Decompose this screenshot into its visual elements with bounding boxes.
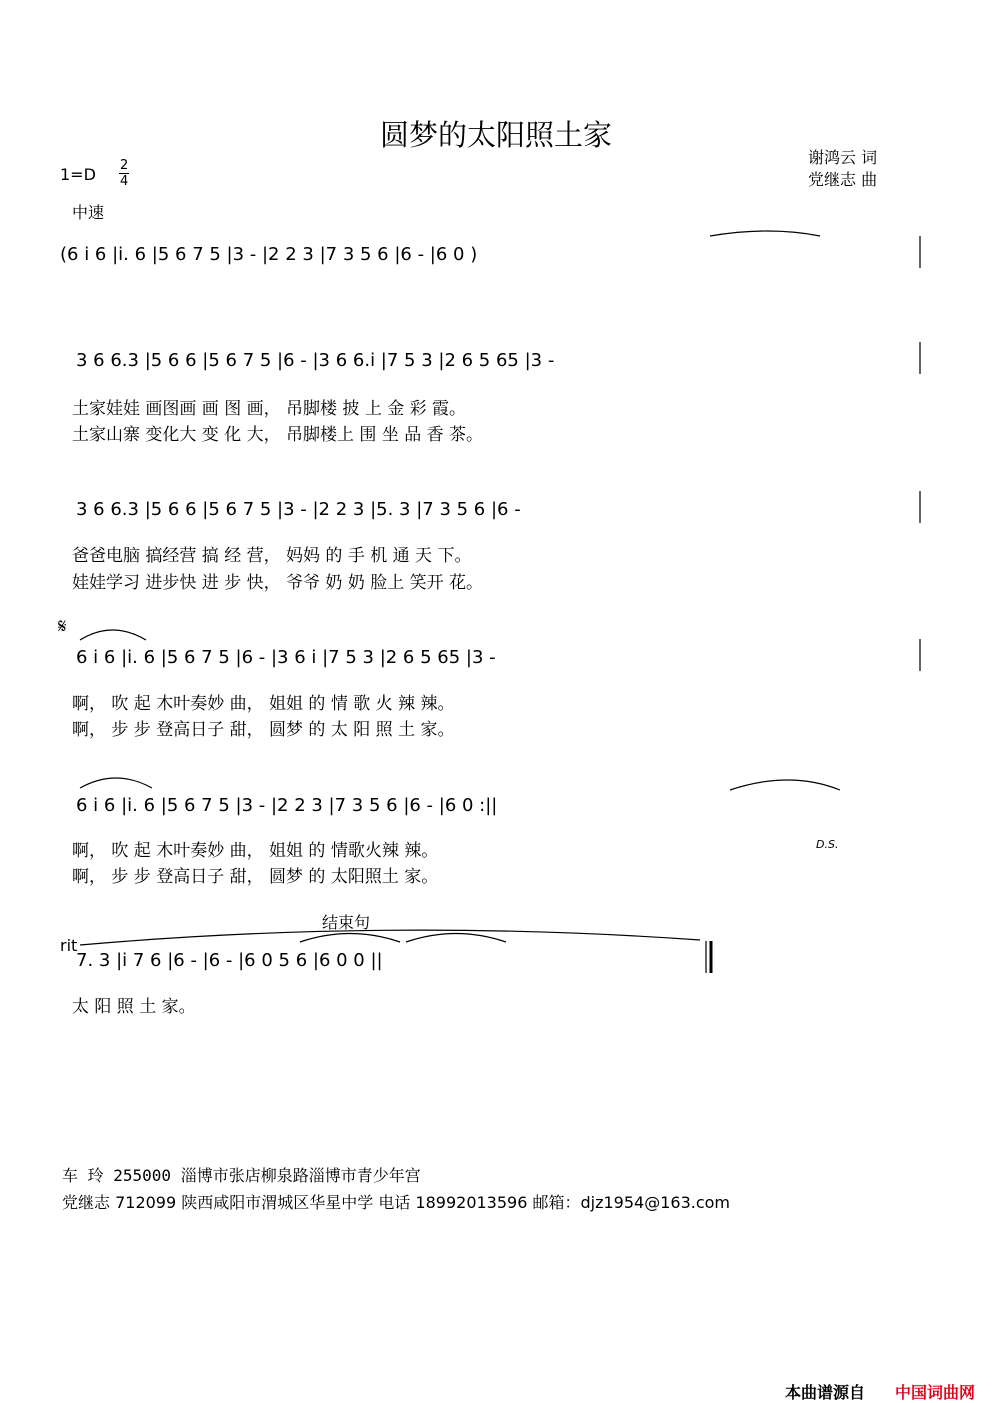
footer-contact-1: 车 玲 255000 淄博市张店柳泉路淄博市青少年宫: [62, 1166, 421, 1185]
score-row-5: 6 i 6 |i. 6 |5 6 7 5 |3 - |2 2 3 |7 3 5 6 |6 - |6 0 :||: [76, 795, 498, 816]
lyric-row-3-verse-2: 娃娃学习 进步快 进 步 快， 爷爷 奶 奶 脸上 笑开 花。: [72, 573, 484, 593]
tempo-marking: 中速: [72, 203, 105, 222]
da-segno-mark: D.S.: [816, 838, 839, 851]
ritardando-mark: rit: [60, 936, 78, 955]
time-sig-top: 2: [120, 158, 129, 173]
lyric-row-6: 太 阳 照 土 家。: [72, 997, 196, 1017]
lyric-row-4-verse-2: 啊， 步 步 登高日子 甜， 圆梦 的 太 阳 照 土 家。: [72, 720, 455, 740]
lyric-row-2-verse-1: 土家娃娃 画图画 画 图 画， 吊脚楼 披 上 金 彩 霞。: [72, 399, 467, 419]
footer-contact-2: 党继志 712099 陕西咸阳市渭城区华星中学 电话 18992013596 邮箱：djz1954@163.com: [62, 1193, 731, 1212]
brand-link[interactable]: 中国词曲网: [895, 1383, 976, 1402]
ending-label: 结束句: [322, 913, 371, 932]
score-row-6: 7. 3 |i 7 6 |6 - |6 - |6 0 5 6 |6 0 0 ||: [76, 950, 383, 971]
page-title: 圆梦的太阳照土家: [379, 118, 612, 152]
score-row-2: 3 6 6.3 |5 6 6 |5 6 7 5 |6 - |3 6 6.i |7 5 3 |2 6 5 65 |3 -: [76, 350, 555, 371]
lyric-row-3-verse-1: 爸爸电脑 搞经营 搞 经 营， 妈妈 的 手 机 通 天 下。: [72, 546, 472, 566]
score-row-4: 6 i 6 |i. 6 |5 6 7 5 |6 - |3 6 i |7 5 3 |2 6 5 65 |3 -: [76, 647, 496, 668]
composer: 党继志 曲: [808, 170, 878, 189]
lyric-row-2-verse-2: 土家山寨 变化大 变 化 大， 吊脚楼上 围 坐 品 香 茶。: [72, 425, 484, 445]
segno-sign: 𝄋: [58, 614, 67, 638]
lyric-row-4-verse-1: 啊， 吹 起 木叶奏妙 曲， 姐姐 的 情 歌 火 辣 辣。: [72, 694, 455, 714]
source-label: 本曲谱源自: [785, 1383, 866, 1402]
lyric-row-5-verse-1: 啊， 吹 起 木叶奏妙 曲， 姐姐 的 情歌火辣 辣。: [72, 841, 439, 861]
key-signature: 1=D: [60, 165, 96, 184]
lyricist: 谢鸿云 词: [808, 148, 878, 167]
time-sig-bottom: 4: [120, 174, 129, 189]
score-row-3: 3 6 6.3 |5 6 6 |5 6 7 5 |3 - |2 2 3 |5. 3 |7 3 5 6 |6 -: [76, 499, 521, 520]
lyric-row-5-verse-2: 啊， 步 步 登高日子 甜， 圆梦 的 太阳照土 家。: [72, 867, 439, 887]
score-row-1: (6 i 6 |i. 6 |5 6 7 5 |3 - |2 2 3 |7 3 5 6 |6 - |6 0 ): [60, 244, 478, 265]
